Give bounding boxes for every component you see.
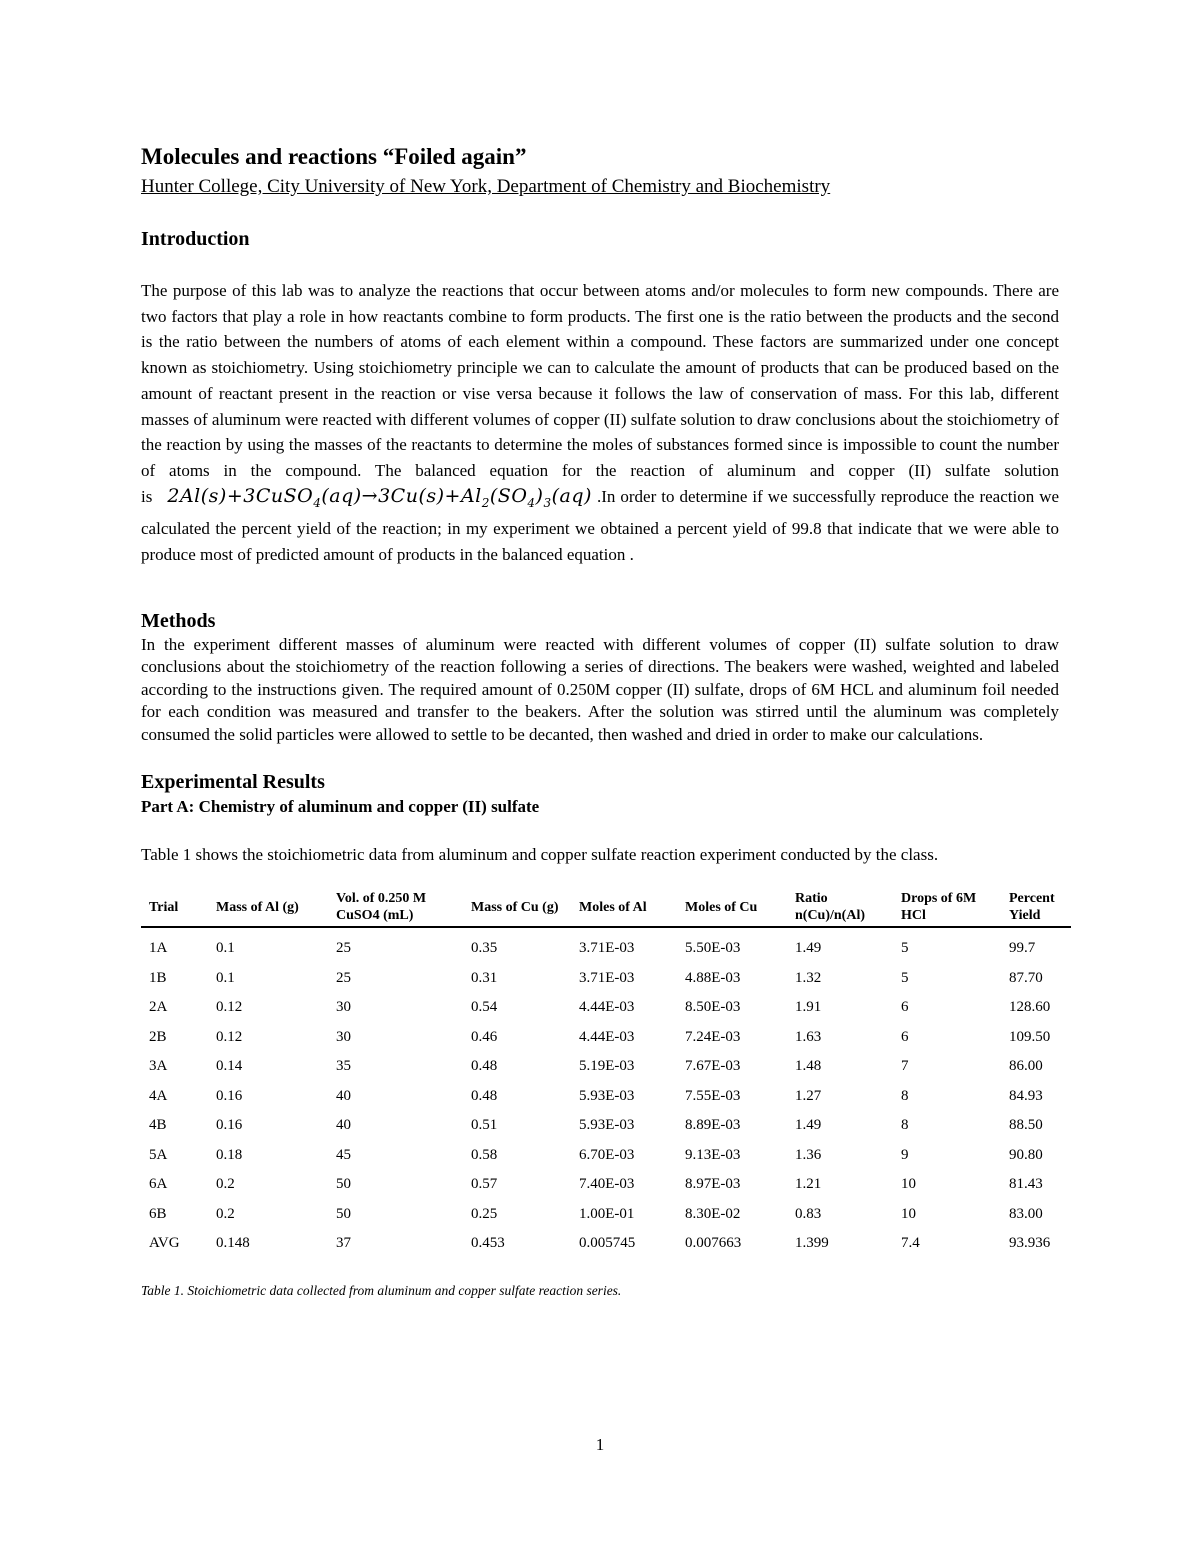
table-cell: 50	[336, 1176, 351, 1193]
part-a-heading: Part A: Chemistry of aluminum and copper (II) sulfate	[141, 796, 540, 816]
table-cell: 7.24E-03	[685, 1028, 741, 1045]
table-row	[141, 1141, 1071, 1171]
table-cell: 0.18	[216, 1146, 243, 1163]
table-cell: 88.50	[1009, 1117, 1043, 1134]
table-cell: 8.89E-03	[685, 1117, 741, 1134]
table-cell: 1.91	[795, 999, 822, 1016]
table-cell: 1.21	[795, 1176, 822, 1193]
results-heading: Experimental Results	[141, 770, 325, 793]
table-cell: 7	[901, 1058, 909, 1075]
table-cell: 25	[336, 969, 351, 986]
table-row	[141, 1052, 1071, 1082]
table-cell: 0.12	[216, 999, 243, 1016]
table-cell: 5.93E-03	[579, 1117, 635, 1134]
table-cell: 0.51	[471, 1117, 498, 1134]
table-cell: 30	[336, 999, 351, 1016]
methods-paragraph: In the experiment different masses of aluminum were reacted with different volumes of copper (II) sulfate solution to draw conclusions about the stoichiometry of the reaction following a series of directions. The beakers were washed, weighted and labeled according to the instructions given. The required amount of 0.250M copper (II) sulfate, drops of 6M HCL and aluminum foil needed for each condition was measured and transfer to the beakers. After the solution was stirred until the aluminum was completely consumed the solid particles were allowed to settle to be decanted, then washed and dried in order to make our calculations.	[141, 634, 1059, 744]
table-cell: 1.49	[795, 940, 822, 957]
introduction-paragraph	[141, 278, 1059, 568]
table-cell: 5.93E-03	[579, 1087, 635, 1104]
table-row	[141, 1023, 1071, 1053]
table-cell: 86.00	[1009, 1058, 1043, 1075]
col-header-trial: Trial	[141, 890, 208, 927]
table-body	[141, 927, 1071, 1259]
introduction-heading: Introduction	[141, 228, 250, 250]
col-header-mass-al: Mass of Al (g)	[208, 890, 328, 927]
table-cell: 0.14	[216, 1058, 243, 1075]
table-cell: AVG	[149, 1235, 180, 1252]
table-row	[141, 1229, 1071, 1259]
table-cell: 8	[901, 1087, 909, 1104]
page-number: 1	[595, 1435, 605, 1454]
table-cell: 4.88E-03	[685, 969, 741, 986]
table-cell: 0.007663	[685, 1235, 742, 1252]
table-cell: 0.31	[471, 969, 498, 986]
table-cell: 0.54	[471, 999, 498, 1016]
table-cell: 1.00E-01	[579, 1205, 635, 1222]
table-cell: 0.16	[216, 1087, 243, 1104]
table-row	[141, 1082, 1071, 1112]
col-header-volume: Vol. of 0.250 M CuSO4 (mL)	[328, 890, 463, 927]
table-cell: 0.48	[471, 1087, 498, 1104]
table-cell: 0.148	[216, 1235, 250, 1252]
table-cell: 7.67E-03	[685, 1058, 741, 1075]
table-cell: 1.399	[795, 1235, 829, 1252]
col-header-moles-cu: Moles of Cu	[677, 890, 787, 927]
table-cell: 1.27	[795, 1087, 822, 1104]
table-cell: 0.1	[216, 940, 235, 957]
table-row	[141, 1170, 1071, 1200]
table-cell: 3.71E-03	[579, 940, 635, 957]
table-cell: 90.80	[1009, 1146, 1043, 1163]
table-cell: 6A	[149, 1176, 168, 1193]
intro-text-before: The purpose of this lab was to analyze the reactions that occur between atoms and/or molecules to form new compounds. There are two factors that play a role in how reactants combine to form products. The first one is the ratio between the products and the second is the ratio between the numbers of atoms of each element within a compound. These factors are summarized under one concept known as stoichiometry. Using stoichiometry principle we can to calculate the amount of products that can be produced based on the amount of reactant present in the reaction or vise versa because it follows the law of conservation of mass. For this lab, different masses of aluminum were reacted with different volumes of copper (II) sulfate solution to draw conclusions about the stoichiometry of the reaction by using the masses of the reactants to determine the moles of substances formed since is impossible to count the number of atoms in the compound. The balanced equation for the reaction of aluminum and copper (II) sulfate solution is	[141, 281, 1059, 506]
table-cell: 8.50E-03	[685, 999, 741, 1016]
table-cell: 7.4	[901, 1235, 920, 1252]
table-cell: 25	[336, 940, 351, 957]
table-cell: 4A	[149, 1087, 168, 1104]
table-cell: 0.005745	[579, 1235, 636, 1252]
stoichiometry-table	[141, 890, 1071, 1259]
methods-heading: Methods	[141, 609, 216, 632]
table-cell: 37	[336, 1235, 351, 1252]
table-cell: 1.36	[795, 1146, 822, 1163]
table-cell: 9	[901, 1146, 909, 1163]
table-cell: 3.71E-03	[579, 969, 635, 986]
table-cell: 7.55E-03	[685, 1087, 741, 1104]
table-cell: 5.50E-03	[685, 940, 741, 957]
table-cell: 0.83	[795, 1205, 822, 1222]
table-cell: 0.2	[216, 1176, 235, 1193]
table-cell: 45	[336, 1146, 351, 1163]
table-cell: 2B	[149, 1028, 167, 1045]
table-cell: 50	[336, 1205, 351, 1222]
table-cell: 40	[336, 1087, 351, 1104]
table-cell: 8.97E-03	[685, 1176, 741, 1193]
table-cell: 9.13E-03	[685, 1146, 741, 1163]
table-cell: 8.30E-02	[685, 1205, 741, 1222]
document-page	[141, 140, 1059, 1299]
table-cell: 0.12	[216, 1028, 243, 1045]
table-cell: 81.43	[1009, 1176, 1043, 1193]
col-header-drops: Drops of 6M HCl	[893, 890, 1001, 927]
table-cell: 6	[901, 999, 909, 1016]
table-cell: 1.32	[795, 969, 822, 986]
table-caption: Table 1. Stoichiometric data collected from aluminum and copper sulfate reaction series.	[141, 1282, 622, 1298]
table-header-row	[141, 890, 1071, 927]
table-cell: 5	[901, 940, 909, 957]
intro-text-after: .In order to determine if we successfully reproduce the reaction we calculated the percent yield of the reaction; in my experiment we obtained a percent yield of 99.8 that indicate that we were able to produce most of predicted amount of products in the balanced equation .	[141, 486, 1060, 564]
table-cell: 109.50	[1009, 1028, 1051, 1045]
table-cell: 6.70E-03	[579, 1146, 635, 1163]
col-header-yield: Percent Yield	[1001, 890, 1071, 927]
table-row	[141, 964, 1071, 994]
table-cell: 2A	[149, 999, 168, 1016]
table-cell: 0.453	[471, 1235, 505, 1252]
table-cell: 8	[901, 1117, 909, 1134]
table-cell: 0.58	[471, 1146, 498, 1163]
table-cell: 10	[901, 1176, 916, 1193]
table-cell: 0.1	[216, 969, 235, 986]
table-cell: 1.49	[795, 1117, 822, 1134]
table-cell: 0.2	[216, 1205, 235, 1222]
table-intro: Table 1 shows the stoichiometric data from aluminum and copper sulfate reaction experiment conducted by the class.	[141, 844, 939, 864]
table-cell: 5.19E-03	[579, 1058, 635, 1075]
col-header-moles-al: Moles of Al	[571, 890, 677, 927]
table-cell: 99.7	[1009, 940, 1036, 957]
col-header-mass-cu: Mass of Cu (g)	[463, 890, 571, 927]
table-row	[141, 993, 1071, 1023]
table-cell: 0.25	[471, 1205, 498, 1222]
table-cell: 6	[901, 1028, 909, 1045]
col-header-ratio: Ratio n(Cu)/n(Al)	[787, 890, 893, 927]
table-cell: 84.93	[1009, 1087, 1043, 1104]
table-row	[141, 1200, 1071, 1230]
table-cell: 6B	[149, 1205, 167, 1222]
table-cell: 0.46	[471, 1028, 498, 1045]
table-cell: 30	[336, 1028, 351, 1045]
table-cell: 5	[901, 969, 909, 986]
table-cell: 5A	[149, 1146, 168, 1163]
document-affiliation: Hunter College, City University of New York, Department of Chemistry and Biochemistry	[141, 176, 831, 197]
document-title: Molecules and reactions “Foiled again”	[141, 144, 527, 169]
table-row	[141, 1111, 1071, 1141]
table-cell: 10	[901, 1205, 916, 1222]
table-cell: 0.57	[471, 1176, 498, 1193]
table-cell: 93.936	[1009, 1235, 1051, 1252]
table-cell: 0.16	[216, 1117, 243, 1134]
table-cell: 0.48	[471, 1058, 498, 1075]
table-cell: 83.00	[1009, 1205, 1043, 1222]
table-cell: 7.40E-03	[579, 1176, 635, 1193]
table-cell: 128.60	[1009, 999, 1051, 1016]
table-cell: 87.70	[1009, 969, 1043, 986]
table-row	[141, 927, 1071, 964]
table-cell: 3A	[149, 1058, 168, 1075]
table-cell: 1B	[149, 969, 167, 986]
table-cell: 35	[336, 1058, 351, 1075]
table-cell: 0.35	[471, 940, 498, 957]
table-cell: 40	[336, 1117, 351, 1134]
table-cell: 1A	[149, 940, 168, 957]
table-cell: 1.48	[795, 1058, 822, 1075]
table-cell: 1.63	[795, 1028, 822, 1045]
balanced-equation: $2Al(s)+3CuSO_4(aq)\to 3Cu(s)+Al_2(SO_4)_3(aq)$	[167, 484, 592, 510]
table-cell: 4B	[149, 1117, 167, 1134]
table-cell: 4.44E-03	[579, 999, 635, 1016]
table-cell: 4.44E-03	[579, 1028, 635, 1045]
